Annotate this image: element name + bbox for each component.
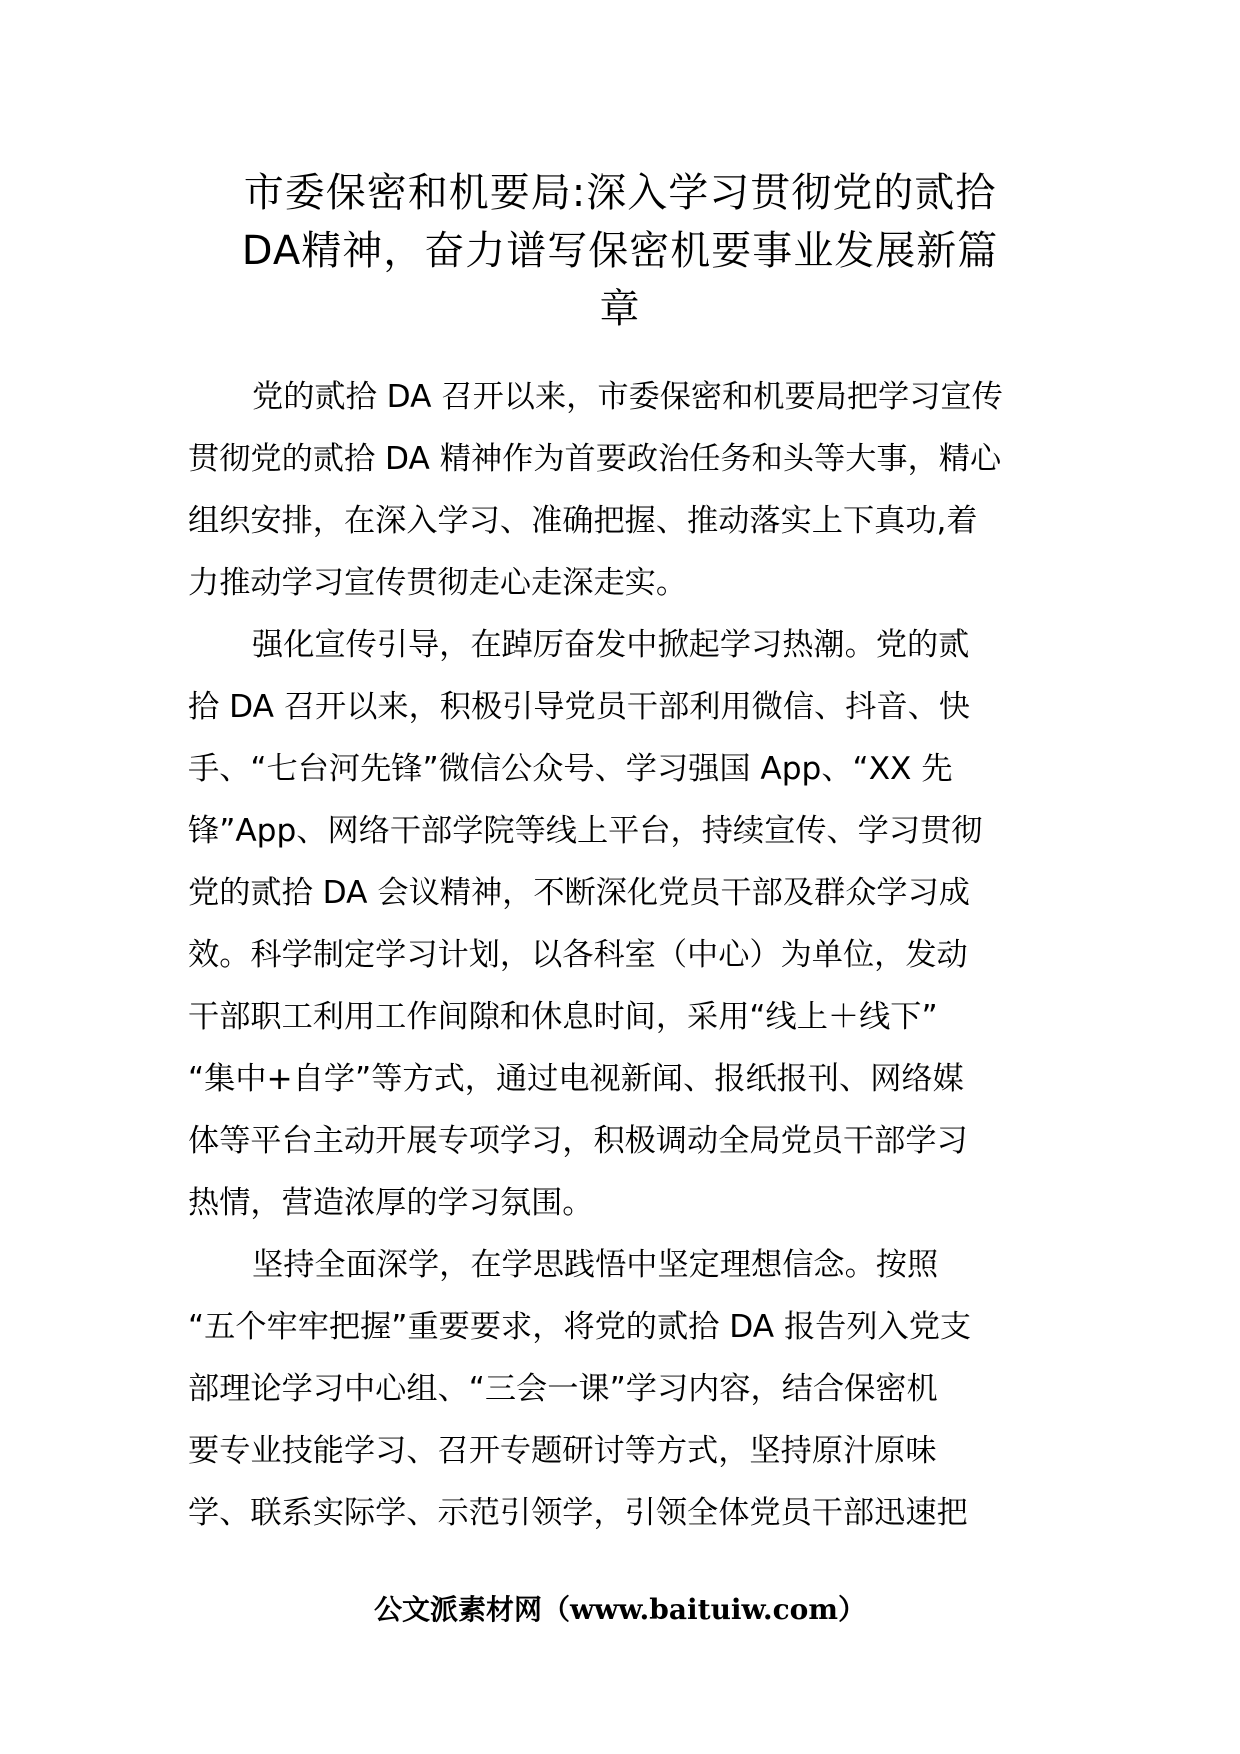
title-line: DA精神，奋力谱写保密机要事业发展新篇 xyxy=(241,228,999,274)
paragraph-2-line: 手、“七台河先锋”微信公众号、学习强国 App、“XX 先 xyxy=(188,751,953,787)
paragraph-1-line: 贯彻党的贰拾 DA 精神作为首要政治任务和头等大事，精心 xyxy=(188,441,1002,477)
paragraph-3-line: 要专业技能学习、召开专题研讨等方式，坚持原汁原味 xyxy=(188,1433,937,1469)
paragraph-2-line: 效。科学制定学习计划，以各科室（中心）为单位，发动 xyxy=(188,937,968,973)
title-line: 市委保密和机要局:深入学习贯彻党的贰拾 xyxy=(243,170,997,216)
paragraph-2-line: 锋”App、网络干部学院等线上平台，持续宣传、学习贯彻 xyxy=(188,813,983,849)
paragraph-3-line: 部理论学习中心组、“三会一课”学习内容，结合保密机 xyxy=(188,1371,938,1407)
paragraph-3-line: 坚持全面深学，在学思践悟中坚定理想信念。按照 xyxy=(252,1247,939,1283)
footer-source: 公文派素材网（www.baituiw.com） xyxy=(374,1593,866,1626)
paragraph-2-line: 体等平台主动开展专项学习，积极调动全局党员干部学习 xyxy=(188,1123,968,1159)
document-title xyxy=(188,164,1052,338)
paragraph-2-line: 干部职工利用工作间隙和休息时间，采用“线上＋线下” xyxy=(188,999,938,1035)
paragraph-3-line: 学、联系实际学、示范引领学，引领全体党员干部迅速把 xyxy=(188,1495,968,1531)
document-body xyxy=(188,366,1048,1544)
paragraph-2-line: 党的贰拾 DA 会议精神，不断深化党员干部及群众学习成 xyxy=(188,875,970,911)
title-line: 章 xyxy=(599,286,641,332)
paragraph-2-line: 拾 DA 召开以来，积极引导党员干部利用微信、抖音、快 xyxy=(188,689,970,725)
paragraph-1-line: 组织安排，在深入学习、准确把握、推动落实上下真功,着 xyxy=(188,503,978,539)
paragraph-3-line: “五个牢牢把握”重要要求，将党的贰拾 DA 报告列入党支 xyxy=(188,1309,972,1345)
paragraph-2-line: “集中+自学”等方式，通过电视新闻、报纸报刊、网络媒 xyxy=(188,1061,964,1097)
paragraph-1-line: 力推动学习宣传贯彻走心走深走实。 xyxy=(188,565,688,601)
paragraph-2-line: 强化宣传引导，在踔厉奋发中掀起学习热潮。党的贰 xyxy=(252,627,970,663)
paragraph-1-line: 党的贰拾 DA 召开以来，市委保密和机要局把学习宣传 xyxy=(252,379,1003,415)
paragraph-2-line: 热情，营造浓厚的学习氛围。 xyxy=(188,1185,594,1221)
